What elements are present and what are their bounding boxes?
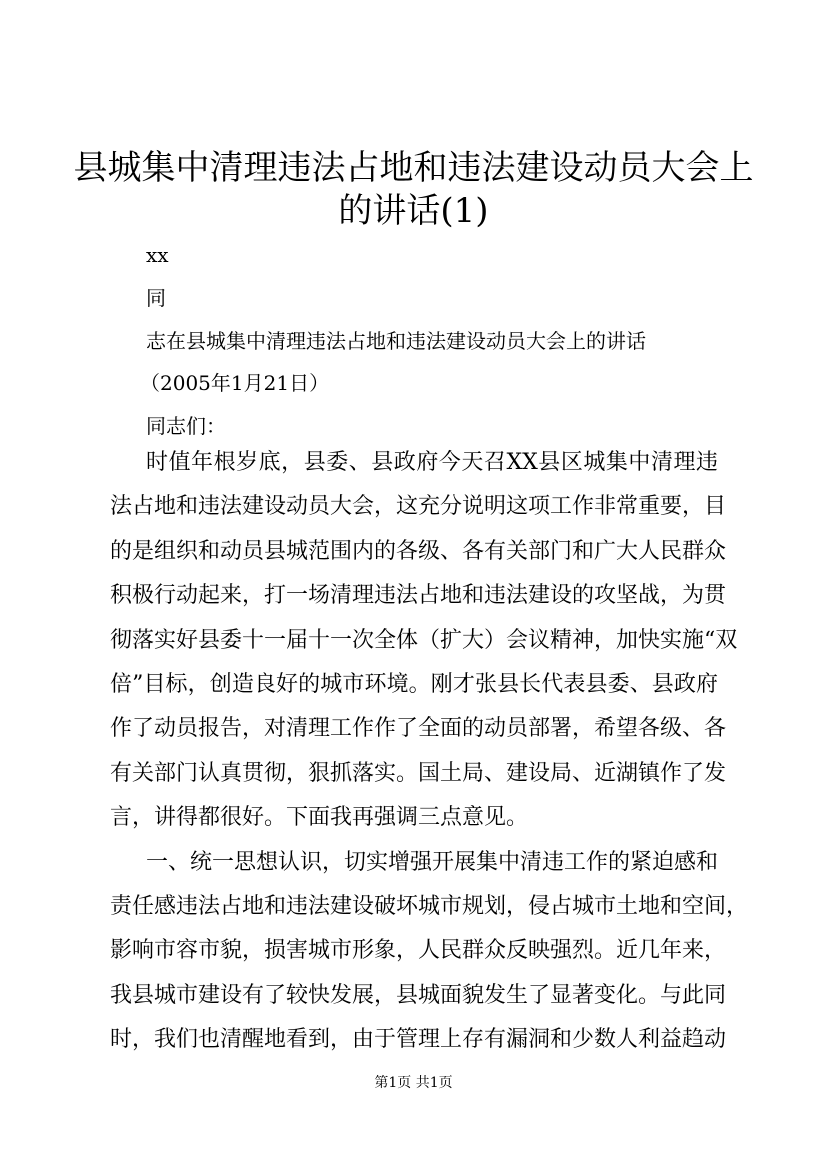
paragraph-line: 一、统一思想认识，切实增强开展集中清违工作的紧迫感和 [146, 849, 719, 875]
paragraph-line: 时值年根岁底，县委、县政府今天召XX县区城集中清理违 [146, 450, 718, 475]
paragraph-line: 影响市容市貌，损害城市形象，人民群众反映强烈。近几年来， [110, 938, 727, 964]
document-body [110, 441, 749, 1062]
paragraph-line: 法占地和违法建设动员大会，这充分说明这项工作非常重要，目 [110, 494, 727, 520]
paragraph-line: 的是组织和动员县城范围内的各级、各有关部门和广大人民群众 [110, 538, 727, 564]
speech-subtitle: 志在县城集中清理违法占地和违法建设动员大会上的讲话 [146, 329, 646, 353]
paragraph-line: 言，讲得都很好。下面我再强调三点意见。 [110, 805, 529, 831]
paragraph-line: 作了动员报告，对清理工作作了全面的动员部署，希望各级、各 [110, 716, 727, 742]
paragraph [110, 441, 738, 841]
paragraph-line: 有关部门认真贯彻，狠抓落实。国土局、建设局、近湖镇作了发 [110, 760, 727, 786]
paragraph [110, 841, 749, 1063]
preamble-line: 同 [146, 286, 166, 310]
speech-date: （2005年1月21日） [140, 371, 330, 395]
paragraph-line: 倍”目标，创造良好的城市环境。刚才张县长代表县委、县政府 [110, 671, 718, 697]
author-placeholder: xx [146, 243, 169, 267]
paragraph-line: 彻落实好县委十一届十一次全体（扩大）会议精神，加快实施“双 [110, 627, 738, 653]
title-line: 的讲话(1) [338, 191, 489, 231]
salutation: 同志们： [146, 414, 226, 438]
page-footer: 第1页 共1页 [374, 1075, 453, 1091]
title-block [0, 147, 827, 233]
paragraph-line: 我县城市建设有了较快发展，县城面貌发生了显著变化。与此同 [110, 982, 727, 1008]
paragraph-line: 时，我们也清醒地看到，由于管理上存有漏洞和少数人利益趋动 [110, 1027, 727, 1053]
title-line: 县城集中清理违法占地和违法建设动员大会上 [73, 148, 754, 188]
paragraph-line: 责任感违法占地和违法建设破坏城市规划，侵占城市土地和空间， [110, 893, 749, 919]
paragraph-line: 积极行动起来，打一场清理违法占地和违法建设的攻坚战，为贯 [110, 583, 727, 609]
